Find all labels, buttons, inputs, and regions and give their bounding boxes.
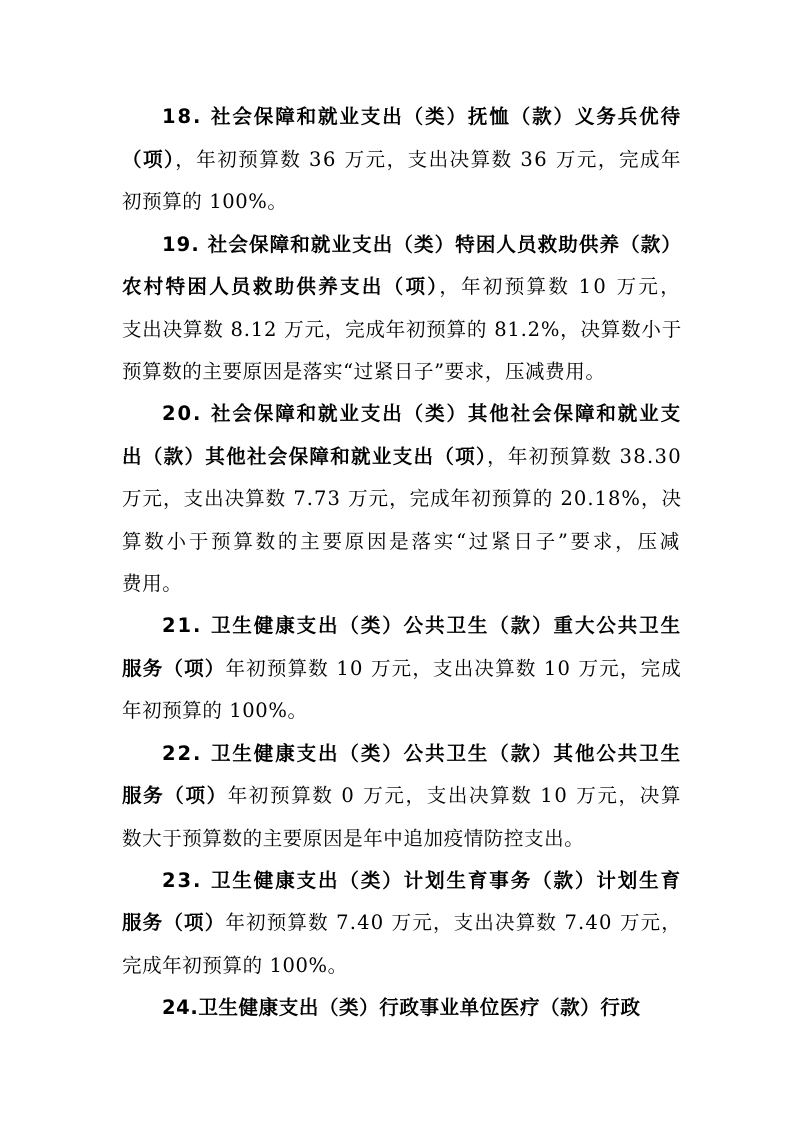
bold-text: 24.卫生健康支出（类）行政事业单位医疗（款）行政 <box>162 996 641 1019</box>
text-line <box>122 826 682 852</box>
body-text: 支出决算数 8.12 万元，完成年初预算的 81.2%，决算数小于 <box>122 318 682 341</box>
text-line <box>122 317 682 343</box>
bold-text: 22. 卫生健康支出（类）公共卫生（款）其他公共卫生 <box>162 742 682 765</box>
body-text: 预算数的主要原因是落实“过紧日子”要求，压减费用。 <box>122 360 606 383</box>
text-line <box>162 401 682 427</box>
text-line <box>122 486 682 512</box>
bold-text: 服务（项） <box>122 784 228 807</box>
text-line <box>162 104 682 130</box>
text-line <box>122 698 682 724</box>
bold-text: 18. 社会保障和就业支出（类）抚恤（款）义务兵优待 <box>162 105 682 128</box>
text-line <box>122 274 682 300</box>
bold-text: 21. 卫生健康支出（类）公共卫生（款）重大公共卫生 <box>162 614 682 637</box>
body-text: 年初预算的 100%。 <box>122 699 308 722</box>
text-line <box>122 656 682 682</box>
text-line <box>122 359 682 385</box>
body-text: ，年初预算数 10 万元， <box>439 275 682 298</box>
text-line <box>162 995 682 1021</box>
body-text: 数大于预算数的主要原因是年中追加疫情防控支出。 <box>122 827 585 850</box>
body-text: 费用。 <box>122 572 183 595</box>
text-line <box>162 741 682 767</box>
text-line <box>122 147 682 173</box>
body-text: 年初预算数 10 万元，支出决算数 10 万元，完成 <box>225 657 682 680</box>
text-line <box>122 189 682 215</box>
text-line <box>122 444 682 470</box>
body-text: 完成年初预算的 100%。 <box>122 954 348 977</box>
bold-text: （项） <box>122 148 176 171</box>
text-line <box>162 232 682 258</box>
body-text: 初预算的 100%。 <box>122 190 288 213</box>
text-line <box>122 529 682 555</box>
text-line <box>162 613 682 639</box>
bold-text: 服务（项） <box>122 911 226 934</box>
text-line <box>122 571 682 597</box>
text-line <box>122 910 682 936</box>
body-text: ，年初预算数 36 万元，支出决算数 36 万元，完成年 <box>175 148 682 171</box>
text-line <box>122 783 682 809</box>
body-text: 万元，支出决算数 7.73 万元，完成年初预算的 20.18%，决 <box>122 487 682 510</box>
text-line <box>162 868 682 894</box>
bold-text: 出（款）其他社会保障和就业支出（项） <box>122 445 488 468</box>
body-text: 算数小于预算数的主要原因是落实“过紧日子”要求，压减 <box>122 530 682 553</box>
bold-text: 19. 社会保障和就业支出（类）特困人员救助供养（款） <box>162 233 682 256</box>
body-text: 年初预算数 0 万元，支出决算数 10 万元，决算 <box>227 784 682 807</box>
body-text: ，年初预算数 38.30 <box>487 445 682 468</box>
bold-text: 20. 社会保障和就业支出（类）其他社会保障和就业支 <box>162 402 682 425</box>
body-text: 年初预算数 7.40 万元，支出决算数 7.40 万元， <box>225 911 682 934</box>
text-line <box>122 953 682 979</box>
bold-text: 农村特困人员救助供养支出（项） <box>122 275 440 298</box>
bold-text: 23. 卫生健康支出（类）计划生育事务（款）计划生育 <box>162 869 682 892</box>
bold-text: 服务（项） <box>122 657 226 680</box>
